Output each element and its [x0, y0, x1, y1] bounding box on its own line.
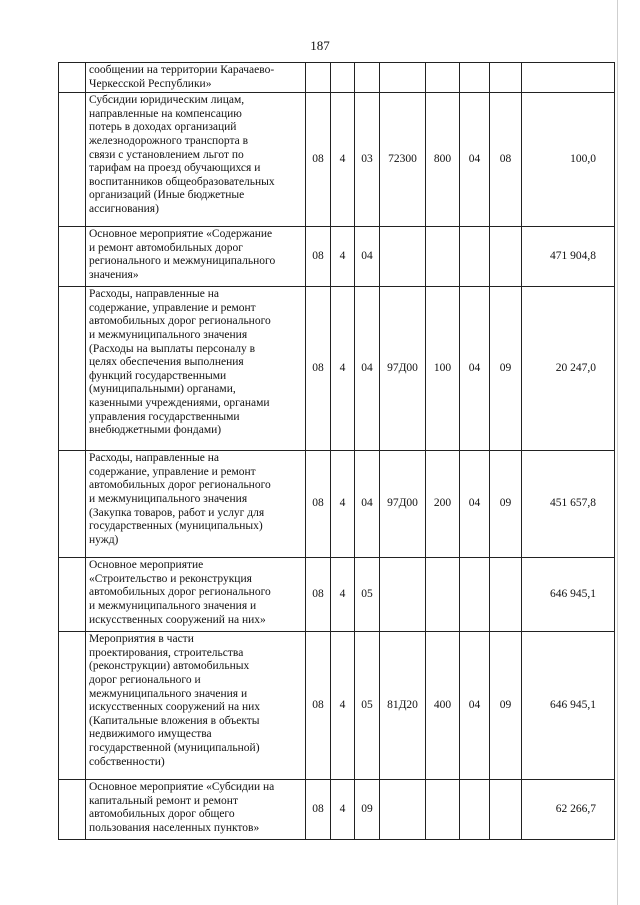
- code-cell: [460, 227, 490, 287]
- code-cell: 4: [331, 780, 355, 840]
- code-cell: 08: [306, 558, 331, 632]
- description-line: содержание, управление и ремонт: [89, 301, 256, 314]
- description-line: Расходы, направленные на: [89, 452, 220, 465]
- code-cell: 4: [331, 451, 355, 558]
- description-line: и ремонт автомобильных дорог: [89, 241, 243, 254]
- code-cell: 04: [355, 287, 380, 451]
- blank-cell: [59, 287, 86, 451]
- code-cell: [331, 63, 355, 93]
- code-cell: 97Д00: [380, 287, 426, 451]
- description-line: ассигнования): [89, 202, 159, 215]
- code-cell: 08: [306, 93, 331, 227]
- amount-cell: 471 904,8: [522, 227, 615, 287]
- code-cell: 4: [331, 287, 355, 451]
- blank-cell: [59, 780, 86, 840]
- description-line: железнодорожного транспорта в: [89, 134, 249, 147]
- blank-cell: [59, 451, 86, 558]
- description-line: автомобильных дорог регионального: [89, 315, 271, 328]
- code-cell: [426, 780, 460, 840]
- description-line: содержание, управление и ремонт: [89, 465, 256, 478]
- description-line: «Строительство и реконструкция: [89, 572, 252, 585]
- description-line: казенными учреждениями, органами: [89, 396, 270, 409]
- table-row: [59, 227, 615, 287]
- code-cell: 4: [331, 558, 355, 632]
- code-cell: 81Д20: [380, 632, 426, 780]
- description-line: искусственных сооружений на них: [89, 701, 261, 714]
- description-line: управления государственными: [89, 410, 240, 423]
- code-cell: 05: [355, 632, 380, 780]
- code-cell: [490, 558, 522, 632]
- description-line: (Расходы на выплаты персоналу в: [89, 342, 256, 355]
- code-cell: [380, 227, 426, 287]
- description-line: автомобильных дорог общего: [89, 808, 235, 821]
- table-row: [59, 451, 615, 558]
- code-cell: 4: [331, 93, 355, 227]
- code-cell: [380, 780, 426, 840]
- description-line: регионального и межмуниципального: [89, 255, 276, 268]
- description-line: воспитанников общеобразовательных: [89, 175, 275, 188]
- description-line: Субсидии юридическим лицам,: [89, 94, 245, 107]
- description-line: и межмуниципального значения и: [89, 599, 257, 612]
- description-line: Черкесской Республики»: [89, 77, 212, 90]
- page-number: 187: [310, 38, 330, 53]
- code-cell: [426, 558, 460, 632]
- description-line: функций государственными: [89, 369, 227, 382]
- code-cell: 03: [355, 93, 380, 227]
- code-cell: [306, 63, 331, 93]
- code-cell: 09: [490, 632, 522, 780]
- description-line: и межмуниципального значения: [89, 492, 248, 505]
- code-cell: 08: [306, 780, 331, 840]
- description-line: пользования населенных пунктов»: [89, 821, 260, 834]
- description-cell: [86, 93, 306, 227]
- description-line: (реконструкции) автомобильных: [89, 660, 250, 673]
- blank-cell: [59, 227, 86, 287]
- description-line: автомобильных дорог регионального: [89, 586, 271, 599]
- code-cell: 08: [490, 93, 522, 227]
- code-cell: 09: [490, 287, 522, 451]
- code-cell: 04: [460, 632, 490, 780]
- description-line: Основное мероприятие «Субсидии на: [89, 781, 275, 794]
- table-row: [59, 558, 615, 632]
- code-cell: 08: [306, 632, 331, 780]
- description-line: потерь в доходах организаций: [89, 121, 237, 134]
- code-cell: [426, 227, 460, 287]
- description-cell: [86, 632, 306, 780]
- description-line: целях обеспечения выполнения: [89, 356, 244, 369]
- description-line: сообщении на территории Карачаево-: [89, 64, 275, 76]
- blank-cell: [59, 632, 86, 780]
- description-line: государственных (муниципальных): [89, 520, 263, 533]
- table-row: [59, 93, 615, 227]
- description-line: направленные на компенсацию: [89, 107, 242, 120]
- code-cell: 97Д00: [380, 451, 426, 558]
- blank-cell: [59, 63, 86, 93]
- table-row: [59, 287, 615, 451]
- description-cell: [86, 287, 306, 451]
- amount-cell: 646 945,1: [522, 632, 615, 780]
- description-line: Расходы, направленные на: [89, 288, 220, 301]
- amount-cell: [522, 63, 615, 93]
- amount-cell: 646 945,1: [522, 558, 615, 632]
- code-cell: [355, 63, 380, 93]
- code-cell: 04: [355, 227, 380, 287]
- code-cell: 08: [306, 287, 331, 451]
- budget-table: [58, 62, 615, 840]
- description-line: собственности): [89, 755, 165, 768]
- scan-edge-line: [617, 0, 618, 905]
- code-cell: [426, 63, 460, 93]
- description-line: связи с установлением льгот по: [89, 148, 244, 161]
- description-cell: [86, 558, 306, 632]
- code-cell: 04: [460, 451, 490, 558]
- description-line: капитальный ремонт и ремонт: [89, 794, 238, 807]
- description-line: проектирования, строительства: [89, 646, 244, 659]
- code-cell: [490, 227, 522, 287]
- description-line: (муниципальными) органами,: [89, 383, 236, 396]
- code-cell: 4: [331, 632, 355, 780]
- description-line: недвижимого имущества: [89, 728, 212, 741]
- amount-cell: 451 657,8: [522, 451, 615, 558]
- description-line: Основное мероприятие «Содержание: [89, 228, 273, 241]
- code-cell: 05: [355, 558, 380, 632]
- description-line: Мероприятия в части: [89, 633, 194, 646]
- blank-cell: [59, 93, 86, 227]
- code-cell: 800: [426, 93, 460, 227]
- code-cell: [460, 780, 490, 840]
- code-cell: 04: [460, 287, 490, 451]
- code-cell: [490, 63, 522, 93]
- table-row: [59, 632, 615, 780]
- code-cell: [490, 780, 522, 840]
- description-line: автомобильных дорог регионального: [89, 479, 271, 492]
- code-cell: 72300: [380, 93, 426, 227]
- code-cell: 400: [426, 632, 460, 780]
- description-cell: [86, 780, 306, 840]
- code-cell: 04: [355, 451, 380, 558]
- code-cell: 08: [306, 451, 331, 558]
- amount-cell: 62 266,7: [522, 780, 615, 840]
- description-cell: [86, 227, 306, 287]
- code-cell: 200: [426, 451, 460, 558]
- code-cell: 4: [331, 227, 355, 287]
- description-line: государственной (муниципальной): [89, 741, 260, 754]
- amount-cell: 100,0: [522, 93, 615, 227]
- description-line: нужд): [89, 533, 119, 546]
- table-row: [59, 63, 615, 93]
- code-cell: [380, 558, 426, 632]
- description-line: значения»: [89, 268, 139, 281]
- code-cell: [460, 63, 490, 93]
- description-line: внебюджетными фондами): [89, 424, 222, 437]
- code-cell: 100: [426, 287, 460, 451]
- description-cell: [86, 63, 306, 93]
- description-cell: [86, 451, 306, 558]
- code-cell: [380, 63, 426, 93]
- table-row: [59, 780, 615, 840]
- description-line: искусственных сооружений на них»: [89, 613, 266, 626]
- code-cell: 04: [460, 93, 490, 227]
- description-line: и межмуниципального значения: [89, 328, 248, 341]
- blank-cell: [59, 558, 86, 632]
- code-cell: 08: [306, 227, 331, 287]
- description-line: межмуниципального значения и: [89, 687, 248, 700]
- description-line: дорог регионального и: [89, 673, 201, 686]
- amount-cell: 20 247,0: [522, 287, 615, 451]
- description-line: (Закупка товаров, работ и услуг для: [89, 506, 265, 519]
- description-line: Основное мероприятие: [89, 559, 204, 572]
- description-line: тарифам на проезд обучающихся и: [89, 162, 261, 175]
- code-cell: 09: [355, 780, 380, 840]
- description-line: организаций (Иные бюджетные: [89, 189, 245, 202]
- code-cell: 09: [490, 451, 522, 558]
- description-line: (Капитальные вложения в объекты: [89, 714, 260, 727]
- code-cell: [460, 558, 490, 632]
